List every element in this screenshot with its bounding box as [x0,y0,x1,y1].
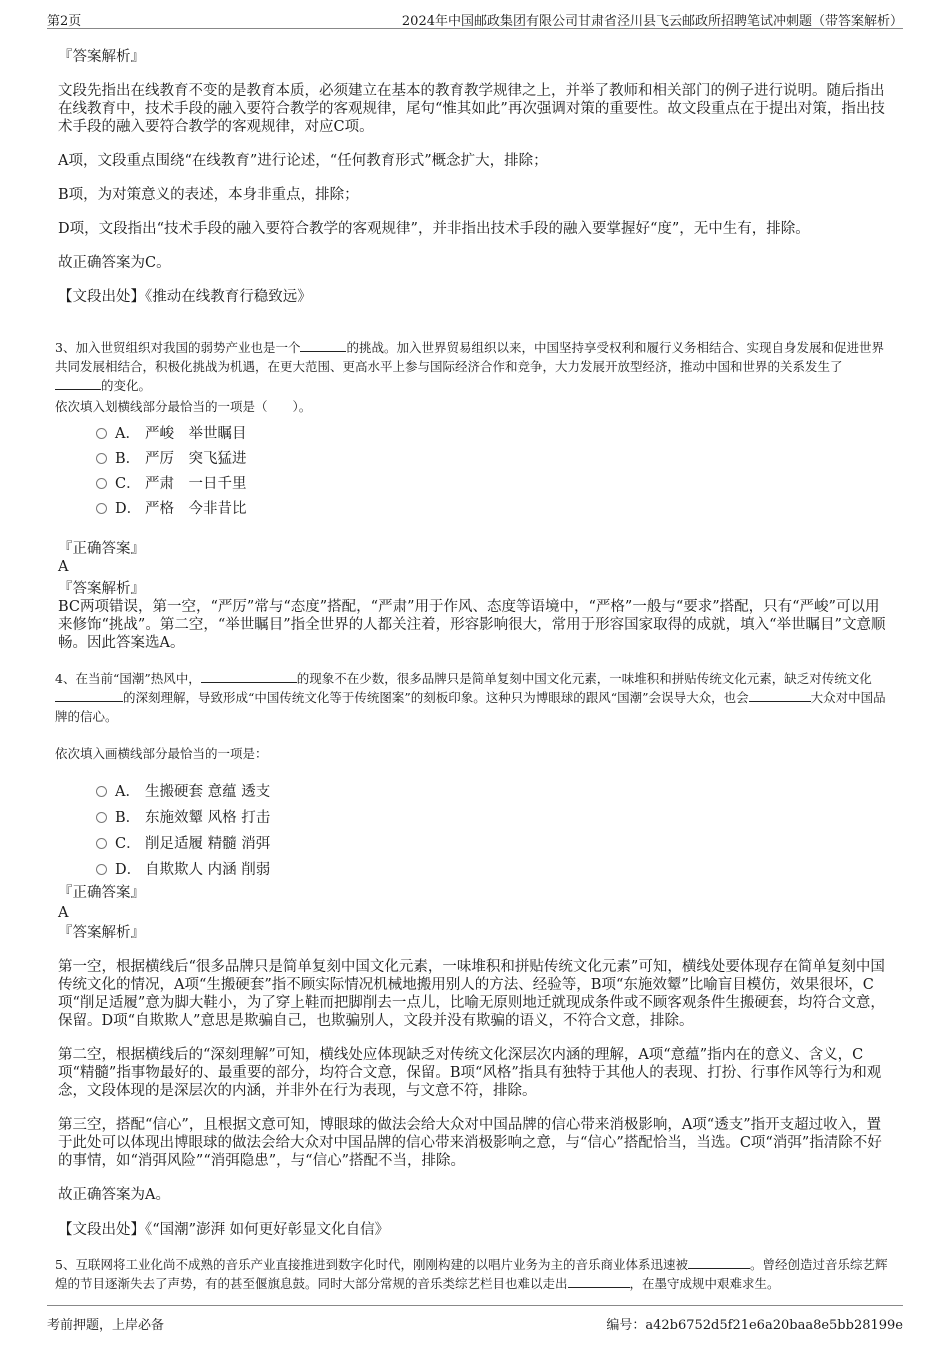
radio-icon[interactable] [96,503,107,514]
answer-line: 故正确答案为C。 [58,255,171,271]
radio-icon[interactable] [96,864,107,875]
q3-option-c[interactable]: C． 严肃 一日千里 [96,472,247,493]
question-4-prompt: 依次填入画横线部分最恰当的一项是： [55,746,268,761]
document-title: 2024年中国邮政集团有限公司甘肃省泾川县飞云邮政所招聘笔试冲刺题（带答案解析） [401,14,903,29]
analysis-option-b: B项，为对策意义的表述，本身非重点，排除； [58,187,359,203]
q4-analysis-heading: 『答案解析』 [58,925,145,941]
q4-option-c[interactable]: C． 削足适履 精髓 消弭 [96,832,270,853]
radio-icon[interactable] [96,453,107,464]
radio-icon[interactable] [96,786,107,797]
radio-icon[interactable] [96,812,107,823]
blank [201,682,297,683]
question-3-stem: 3、加入世贸组织对我国的弱势产业也是一个 的挑战。加入世界贸易组织以来，中国坚持享受权利和履行义务相结合、实现自身发展和促进世界共同发展相结合，积极化挑战为机遇，在更大范围、更高水平上参与国际经济合作和竞争，大力发展开放型经济，推动中国和世界的关系发生了的变化。 [55,340,884,393]
blank [300,351,346,352]
q4-analysis-p2: 第二空，根据横线后的“深刻理解”可知，横线处应体现缺乏对传统文化深层次内涵的理解，A项“意蕴”指内在的意义、含义，C项“精髓”指事物最好的、最重要的部分，均符合文意，保留。B项“风格”指具有独特于其他人的表现、打扮、行事作风等行为和观念，文段体现的是深层次的内涵，并非外在行为表现，与文意不符，排除。 [58,1047,882,1099]
radio-icon[interactable] [96,428,107,439]
blank [55,389,101,390]
q4-answer: A [58,905,69,921]
q3-analysis-heading: 『答案解析』 [58,581,145,597]
analysis-heading: 『答案解析』 [58,49,145,65]
radio-icon[interactable] [96,838,107,849]
document-id: 编号：a42b6752d5f21e6a20baa8e5bb28199e [606,1318,903,1333]
q4-option-a[interactable]: A． 生搬硬套 意蕴 透支 [96,780,270,801]
radio-icon[interactable] [96,478,107,489]
blank [568,1287,630,1288]
q4-source: 【文段出处】《“国潮”澎湃 如何更好彰显文化自信》 [58,1222,390,1238]
q3-option-a[interactable]: A． 严峻 举世瞩目 [96,422,247,443]
q4-analysis-p1: 第一空，根据横线后“很多品牌只是简单复刻中国文化元素，一味堆积和拼贴传统文化元素”可知，横线处要体现存在简单复刻中国传统文化的情况，A项“生搬硬套”指不顾实际情况机械地搬用别人的方法、经验等，B项“东施效颦”比喻盲目模仿，效果很坏，C项“削足适履”意为脚大鞋小，为了穿上鞋而把脚削去一点儿，比喻无原则地迁就现成条件或不顾客观条件生搬硬套，均符合文意，保留。D项“自欺欺人”意思是欺骗自己，也欺骗别人，文段并没有欺骗的语义，不符合文意，排除。 [58,959,885,1029]
question-5-stem: 5、互联网将工业化尚不成熟的音乐产业直接推进到数字化时代，刚刚构建的以唱片业务为主的音乐商业体系迅速被 。曾经创造过音乐综艺辉煌的节目逐渐失去了声势，有的甚至偃旗息鼓。同时大部分常规的音乐类综艺栏目也难以走出 ，在墨守成规中艰难求生。 [55,1257,888,1291]
analysis-option-d: D项，文段指出“技术手段的融入要符合教学的客观规律”，并非指出技术手段的融入要掌握好“度”，无中生有，排除。 [58,221,810,237]
blank [688,1268,750,1269]
source-line: 【文段出处】《推动在线教育行稳致远》 [58,289,312,305]
q3-option-d[interactable]: D． 严格 今非昔比 [96,497,247,518]
analysis-paragraph: 文段先指出在线教育不变的是教育本质，必须建立在基本的教育教学规律之上，并举了教师和相关部门的例子进行说明。随后指出在线教育中，技术手段的融入要符合教学的客观规律，尾句“惟其如此”再次强调对策的重要性。故文段重点在于提出对策，指出技术手段的融入要符合教学的客观规律，对应C项。 [58,83,885,135]
question-3-prompt: 依次填入划横线部分最恰当的一项是（ ）。 [55,399,312,414]
q4-option-d[interactable]: D． 自欺欺人 内涵 削弱 [96,858,270,879]
footer-slogan: 考前押题，上岸必备 [47,1318,165,1333]
blank [749,701,811,702]
page-number: 第2页 [47,14,82,29]
q4-answer-line: 故正确答案为A。 [58,1187,170,1203]
q3-option-b[interactable]: B． 严厉 突飞猛进 [96,447,247,468]
page-header [47,8,903,29]
question-4-stem: 4、在当前“国潮”热风中， 的现象不在少数，很多品牌只是简单复刻中国文化元素，一味堆积和拼贴传统文化元素，缺乏对传统文化的深刻理解，导致形成“中国传统文化等于传统图案”的刻板印象。这种只为博眼球的跟风“国潮”会误导大众，也会 大众对中国品牌的信心。 [55,671,886,724]
blank [55,701,123,702]
q3-answer-heading: 『正确答案』 [58,541,145,557]
q4-analysis-p3: 第三空，搭配“信心”，且根据文意可知，博眼球的做法会给大众对中国品牌的信心带来消极影响，A项“透支”指开支超过收入，置于此处可以体现出博眼球的做法会给大众对中国品牌的信心带来消极影响之意，与“信心”搭配恰当，当选。C项“消弭”指清除不好的事情，如“消弭风险”“消弭隐患”，与“信心”搭配不当，排除。 [58,1117,882,1169]
q3-answer: A [58,559,69,575]
analysis-option-a: A项，文段重点围绕“在线教育”进行论述，“任何教育形式”概念扩大，排除； [58,153,548,169]
q4-answer-heading: 『正确答案』 [58,885,145,901]
q3-analysis: BC两项错误，第一空，“严厉”常与“态度”搭配，“严肃”用于作风、态度等语境中，“严格”一般与“要求”搭配，只有“严峻”可以用来修饰“挑战”。第二空，“举世瞩目”指全世界的人都关注着，形容影响很大，常用于形容国家取得的成就，填入“举世瞩目”文意顺畅。因此答案选A。 [58,599,886,651]
q4-option-b[interactable]: B． 东施效颦 风格 打击 [96,806,270,827]
page-footer [47,1305,903,1333]
